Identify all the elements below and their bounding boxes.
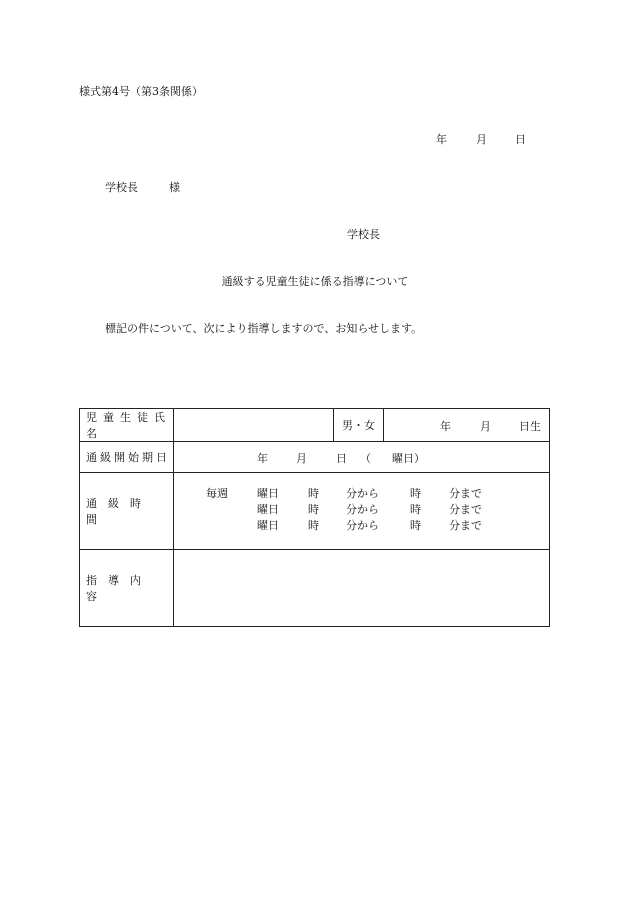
addressee-honorific: 様	[169, 181, 180, 194]
addressee-title: 学校長	[105, 181, 138, 194]
start-date-row	[80, 442, 550, 473]
student-name-field[interactable]	[174, 409, 334, 442]
content-row	[80, 550, 550, 627]
schedule-3-weekday: 曜日	[257, 519, 279, 532]
weekly-prefix: 毎週	[206, 487, 228, 500]
birth-year-label: 年	[440, 420, 451, 433]
document-title: 通級する児童生徒に係る指導について	[221, 275, 409, 288]
schedule-2-from: 分から	[346, 503, 379, 516]
schedule-2-hour: 時	[308, 503, 319, 516]
schedule-1-from: 分から	[346, 487, 379, 500]
start-weekday-open: （	[360, 452, 371, 465]
schedule-3-hour-end: 時	[410, 519, 421, 532]
time-row	[80, 473, 550, 550]
schedule-3-hour: 時	[308, 519, 319, 532]
schedule-2-hour-end: 時	[410, 503, 421, 516]
content-field[interactable]	[174, 550, 550, 627]
form-number: 様式第4号（第3条関係）	[79, 85, 203, 98]
start-date-label: 通級開始期日	[80, 442, 174, 473]
schedule-3-from: 分から	[346, 519, 379, 532]
gender-field[interactable]: 男・女	[334, 409, 384, 442]
schedule-1-until: 分まで	[449, 487, 482, 500]
start-day-label: 日	[336, 452, 347, 465]
date-day-label: 日	[515, 133, 526, 146]
schedule-1-hour-end: 時	[410, 487, 421, 500]
birth-day-label: 日生	[519, 420, 541, 433]
schedule-1-hour: 時	[308, 487, 319, 500]
student-name-row	[80, 409, 550, 442]
birth-date-field[interactable]	[384, 409, 550, 442]
schedule-2-until: 分まで	[449, 503, 482, 516]
start-date-field[interactable]	[174, 442, 550, 473]
start-weekday-label: 曜日）	[392, 452, 425, 465]
time-schedule-field[interactable]	[174, 473, 550, 550]
time-label: 通級時間	[80, 473, 174, 550]
schedule-3-until: 分まで	[449, 519, 482, 532]
birth-month-label: 月	[480, 420, 491, 433]
content-label: 指導内容	[80, 550, 174, 627]
date-month-label: 月	[476, 133, 487, 146]
student-name-label: 児童生徒氏名	[80, 409, 174, 442]
body-text: 標記の件について、次により指導しますので、お知らせします。	[105, 322, 423, 335]
notification-form-table	[79, 408, 550, 627]
schedule-1-weekday: 曜日	[257, 487, 279, 500]
date-year-label: 年	[436, 133, 447, 146]
start-year-label: 年	[257, 452, 268, 465]
start-month-label: 月	[296, 452, 307, 465]
schedule-2-weekday: 曜日	[257, 503, 279, 516]
sender-title: 学校長	[347, 228, 380, 241]
